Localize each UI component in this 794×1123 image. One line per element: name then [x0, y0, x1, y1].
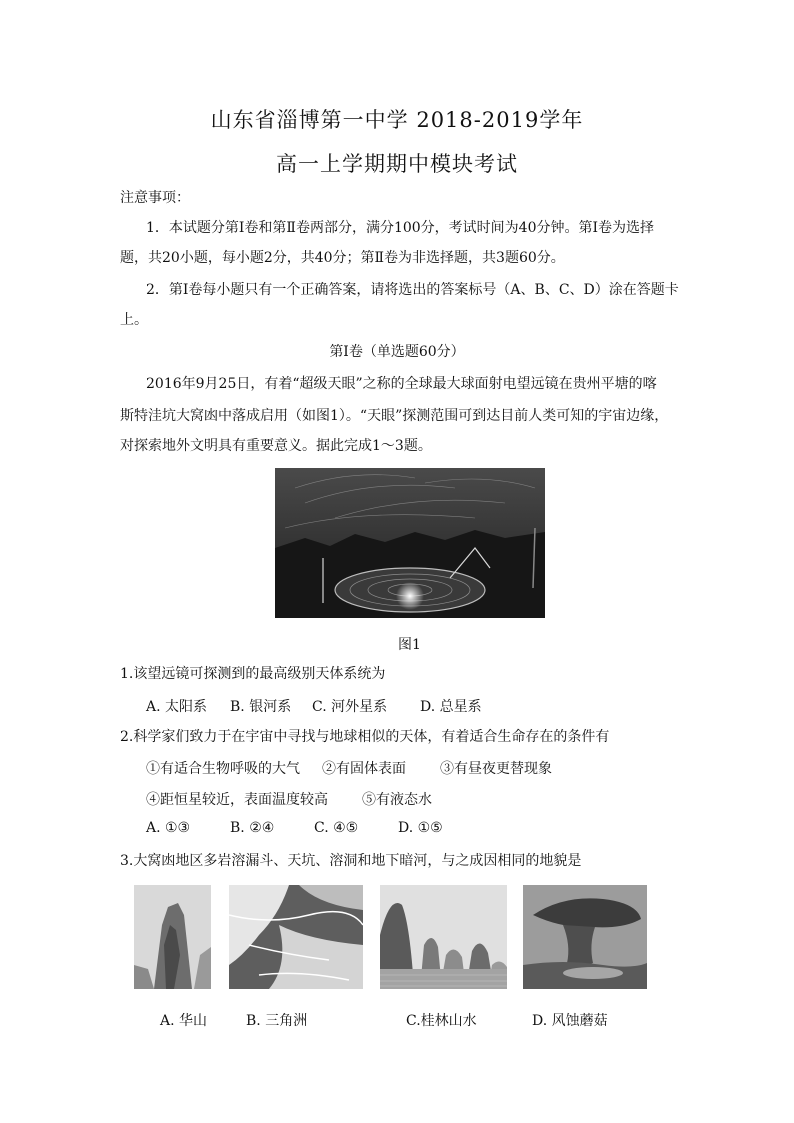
exam-title-line1: 山东省淄博第一中学 2018-2019学年 — [210, 108, 584, 132]
mushroom-rock-illustration — [523, 885, 647, 989]
question-1-option-b[interactable]: B. 银河系 — [230, 699, 292, 715]
section-heading: 第Ⅰ卷（单选题60分） — [329, 344, 465, 360]
note-2-line1: 2．第Ⅰ卷每小题只有一个正确答案，请将选出的答案标号（A、B、C、D）涂在答题卡 — [146, 282, 679, 298]
question-3-option-b[interactable]: B. 三角洲 — [246, 1013, 308, 1029]
notes-heading: 注意事项： — [120, 190, 190, 206]
question-2-condition-5: ⑤有液态水 — [362, 792, 432, 808]
exam-title-line2: 高一上学期期中模块考试 — [276, 152, 518, 176]
delta-illustration — [229, 885, 363, 989]
passage-line2: 斯特洼坑大窝凼中落成启用（如图1）。“天眼”探测范围可到达目前人类可知的宇宙边缘， — [120, 408, 669, 424]
question-2-option-b[interactable]: B. ②④ — [230, 820, 275, 836]
telescope-illustration — [275, 468, 545, 618]
delta-photo — [229, 885, 363, 989]
question-3-option-d[interactable]: D. 风蚀蘑菇 — [532, 1013, 608, 1029]
question-2-option-d[interactable]: D. ①⑤ — [398, 820, 443, 836]
question-2-option-a[interactable]: A. ①③ — [146, 820, 191, 836]
question-2-stem: 2.科学家们致力于在宇宙中寻找与地球相似的天体，有着适合生命存在的条件有 — [120, 729, 610, 745]
question-3-stem: 3.大窝凼地区多岩溶漏斗、天坑、溶洞和地下暗河，与之成因相同的地貌是 — [120, 853, 582, 869]
note-1-line2: 题，共20小题，每小题2分，共40分；第Ⅱ卷为非选择题，共3题60分。 — [120, 250, 565, 266]
note-2-line2: 上。 — [120, 312, 148, 328]
question-2-condition-1: ①有适合生物呼吸的大气 — [146, 761, 300, 777]
question-2-condition-2: ②有固体表面 — [322, 761, 406, 777]
mushroom-rock-photo — [523, 885, 647, 989]
question-1-option-d[interactable]: D. 总星系 — [420, 699, 482, 715]
question-2-condition-3: ③有昼夜更替现象 — [440, 761, 552, 777]
question-3-option-a[interactable]: A. 华山 — [160, 1013, 208, 1029]
telescope-photo — [275, 468, 545, 618]
huashan-illustration — [134, 885, 211, 989]
question-2-condition-4: ④距恒星较近，表面温度较高 — [146, 792, 328, 808]
passage-line1: 2016年9月25日，有着“超级天眼”之称的全球最大球面射电望远镜在贵州平塘的喀 — [146, 376, 657, 392]
huashan-photo — [134, 885, 211, 989]
question-3-option-c[interactable]: C.桂林山水 — [406, 1013, 477, 1029]
question-2-option-c[interactable]: C. ④⑤ — [314, 820, 359, 836]
figure-caption: 图1 — [398, 637, 421, 653]
passage-line3: 对探索地外文明具有重要意义。据此完成1～3题。 — [120, 438, 432, 454]
question-1-stem: 1.该望远镜可探测到的最高级别天体系统为 — [120, 666, 386, 682]
question-1-option-a[interactable]: A. 太阳系 — [146, 699, 208, 715]
guilin-photo — [380, 885, 507, 989]
note-1-line1: 1．本试题分第Ⅰ卷和第Ⅱ卷两部分，满分100分，考试时间为40分钟。第Ⅰ卷为选择 — [146, 220, 655, 236]
question-1-option-c[interactable]: C. 河外星系 — [312, 699, 388, 715]
guilin-illustration — [380, 885, 507, 989]
